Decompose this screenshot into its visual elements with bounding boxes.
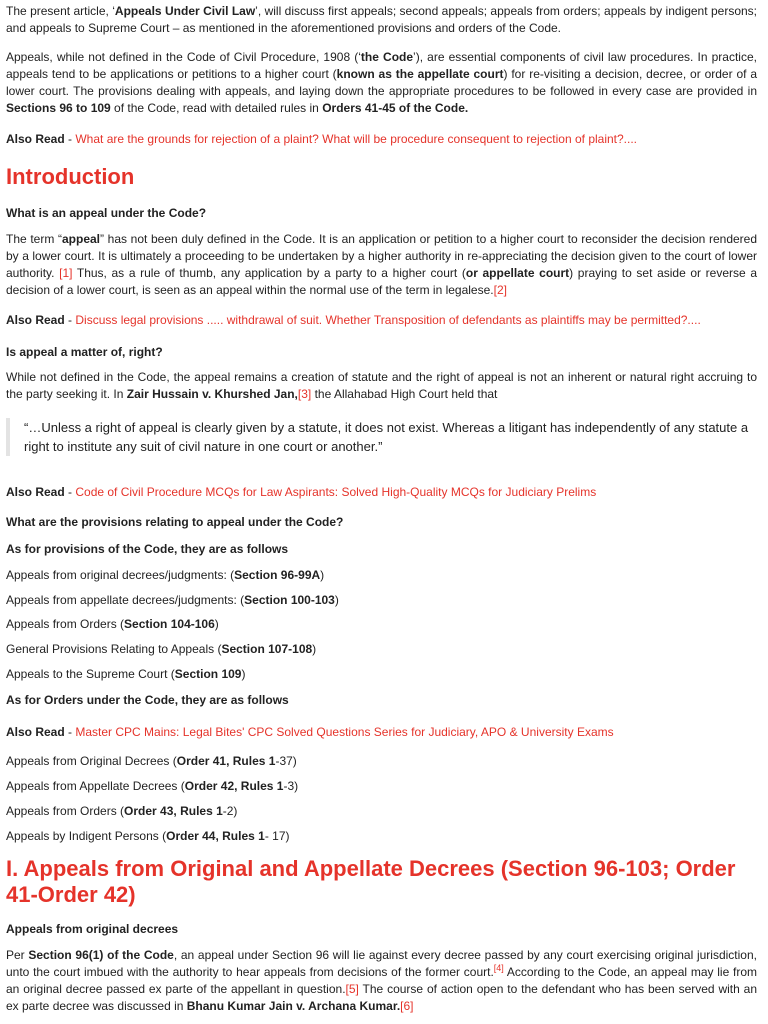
text: Appeals from Orders ( [6,617,125,631]
bold-term: or appellate court [465,266,570,280]
bold-term: appeal [61,232,100,246]
intro-paragraph-2 [6,49,757,117]
order-ref: Order 43, Rules 1 [124,804,223,818]
also-read-label: Also Read [6,313,65,327]
text: Appeals to the Supreme Court ( [6,667,175,681]
text: Appeals from Appellate Decrees ( [6,779,185,793]
also-read-1 [6,131,757,148]
order-item [6,803,757,820]
text: Appeals by Indigent Persons ( [6,829,167,843]
bold-term: known as the appellate court [336,67,504,81]
order-ref: Order 41, Rules 1 [176,754,276,768]
heading-introduction: Introduction [6,164,135,189]
also-read-2 [6,312,757,329]
provision-item [6,616,757,633]
footnote-link[interactable]: [6] [400,999,414,1013]
question-heading: What is an appeal under the Code? [6,206,207,220]
text: ) [312,642,317,656]
appeal-right-paragraph [6,369,757,403]
original-decrees-paragraph [6,947,757,1015]
text: -2) [222,804,238,818]
appeal-definition-paragraph [6,231,757,299]
bold-term: the Code [360,50,414,64]
question-heading: Appeals from original decrees [6,922,179,936]
footnote-link[interactable]: [1] [59,266,73,280]
also-read-label: Also Read [6,485,65,499]
subheading: As for provisions of the Code, they are as follows [6,542,289,556]
text: The term “ [6,232,62,246]
bold-term: Orders 41-45 of the Code. [322,101,469,115]
text: ) [241,667,246,681]
section-ref: Section 107-108 [221,642,313,656]
separator: - [64,485,76,499]
provision-item [6,567,757,584]
text: According to the Code, an appeal may lie from an original decree passed ex parte of the appellant in question. [6,965,757,996]
section-ref: Section 104-106 [124,617,215,631]
text: ’, will discuss first appeals; second appeals; appeals from orders; appeals by indigent persons; and appeals to Supreme Court – as mentioned in the aforementioned provisions and orders of the Code. [6,4,757,35]
text: -3) [283,779,299,793]
text: General Provisions Relating to Appeals ( [6,642,222,656]
question-heading: What are the provisions relating to appeal under the Code? [6,515,344,529]
section-ref: Section 109 [174,667,242,681]
section-ref: Section 100-103 [244,593,335,607]
text: , an appeal under Section 96 will lie against every decree passed by any court exercising original jurisdiction, unto the court imbued with the authority to hear appeals from decisions of the former court. [6,948,757,979]
provision-item [6,641,757,658]
bold-term: Sections 96 to 109 [6,101,111,115]
bold-term: Section 96(1) of the Code [28,948,174,962]
provision-item [6,592,757,609]
footnote-link[interactable]: [5] [345,982,359,996]
text: Thus, as a rule of thumb, any application by a party to a higher court ( [72,266,466,280]
text: -37) [275,754,297,768]
also-read-link[interactable]: What are the grounds for rejection of a plaint? What will be procedure consequent to rejection of plaint?.... [75,132,638,146]
text: ) praying to set aside or reverse a decision of a lower court, is seen as an appeal within the normal use of the term in legalese. [6,266,758,297]
section-ref: Section 96-99A [234,568,321,582]
subheading: As for Orders under the Code, they are as follows [6,693,289,707]
also-read-link[interactable]: Master CPC Mains: Legal Bites' CPC Solved Questions Series for Judiciary, APO & University Exams [75,725,614,739]
article-title-bold: Appeals Under Civil Law [114,4,256,18]
footnote-link[interactable]: [3] [297,387,312,401]
question-heading: Is appeal a matter of, right? [6,345,163,359]
also-read-3 [6,484,757,501]
also-read-label: Also Read [6,132,65,146]
case-name: Bhanu Kumar Jain v. Archana Kumar. [186,999,401,1013]
order-item [6,753,757,770]
text: While not defined in the Code, the appeal remains a creation of statute and the right of appeal is not an inherent or natural right accruing to the party seeking it. In [6,370,757,401]
text: ) [334,593,339,607]
text: the Allahabad High Court held that [311,387,498,401]
text: ) for re-visiting a decision, decree, or order of a lower court. The provisions dealing with appeals, and laying down the appropriate procedures to be followed in every case are provided in [6,67,758,98]
order-item [6,828,757,845]
order-item [6,778,757,795]
intro-paragraph-1 [6,3,757,37]
separator: - [64,313,76,327]
text: Appeals from original decrees/judgments: ( [6,568,235,582]
text: Appeals from Original Decrees ( [6,754,177,768]
also-read-link[interactable]: Code of Civil Procedure MCQs for Law Aspirants: Solved High-Quality MCQs for Judiciary Prelims [75,485,597,499]
text: ” has not been duly defined in the Code. It is an application or petition to a higher court to reconsider the decision rendered by a lower court. It is ultimately a proceeding to be undertaken by a higher authority in re-appreciating the decision given to the court of lower authority. [6,232,758,280]
text: Appeals from appellate decrees/judgments: ( [6,593,245,607]
provision-item [6,666,757,683]
case-quote: “…Unless a right of appeal is clearly given by a statute, it does not exist. Whereas a litigant has independently of any statute a right to institute any suit of civil nature in one court or another.” [6,418,757,456]
separator: - [64,725,76,739]
footnote-link[interactable]: [2] [493,283,507,297]
text: Per [6,948,29,962]
also-read-label: Also Read [6,725,65,739]
text: Appeals, while not defined in the Code of Civil Procedure, 1908 (‘ [6,50,361,64]
text: ’), are essential components of civil law procedures. In practice, appeals tend to be applications or petitions to a higher court ( [6,50,757,81]
text: ) [214,617,219,631]
order-ref: Order 42, Rules 1 [184,779,284,793]
also-read-link[interactable]: Discuss legal provisions ..... withdrawal of suit. Whether Transposition of defendants as plaintiffs may be permitted?.... [75,313,701,327]
heading-section-1: I. Appeals from Original and Appellate Decrees (Section 96-103; Order 41-Order 42) [6,856,736,907]
text: - 17) [264,829,290,843]
case-name: Zair Hussain v. Khurshed Jan, [126,387,298,401]
text: The course of action open to the defendant who has been served with an ex parte decree was discussed in [6,982,757,1013]
also-read-4 [6,724,757,741]
order-ref: Order 44, Rules 1 [166,829,265,843]
separator: - [64,132,76,146]
text: of the Code, read with detailed rules in [110,101,323,115]
text: Appeals from Orders ( [6,804,125,818]
text: ) [320,568,325,582]
text: The present article, ‘ [6,4,115,18]
footnote-link[interactable]: [4] [493,963,504,973]
